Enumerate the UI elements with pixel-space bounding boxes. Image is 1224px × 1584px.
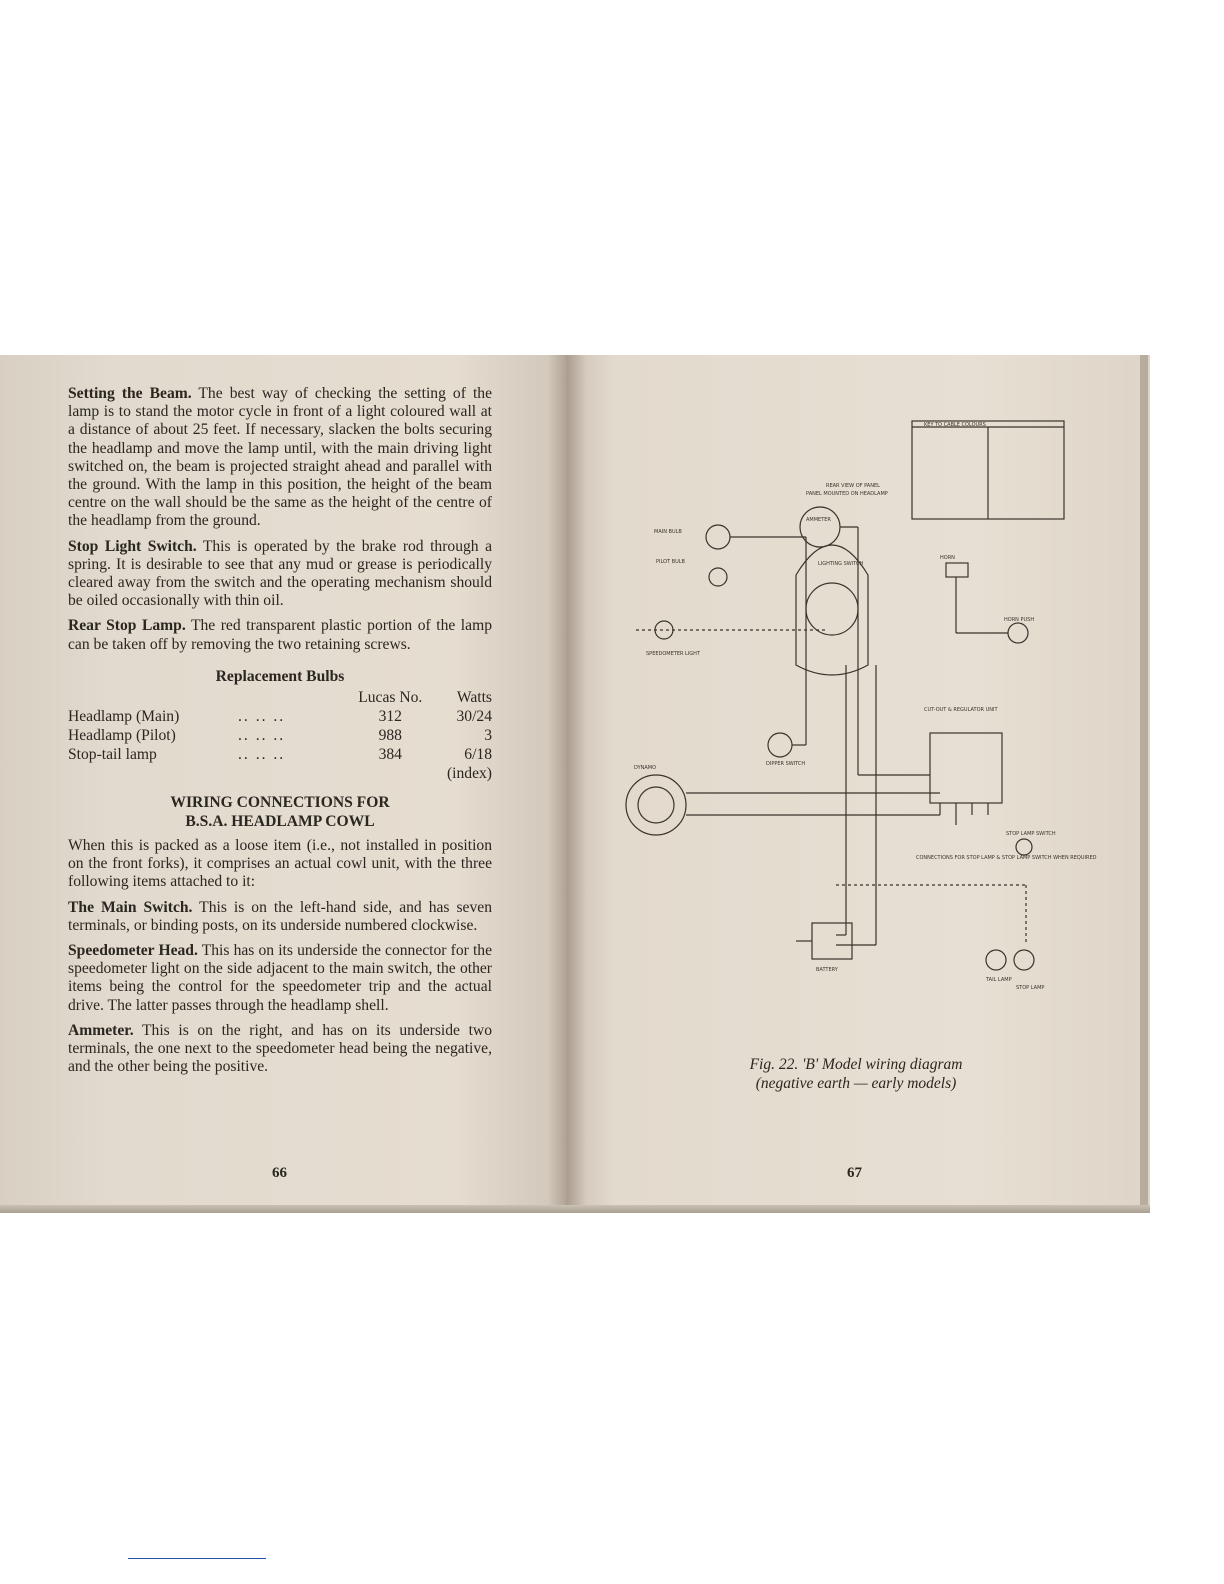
label-stop-switch: STOP LAMP SWITCH — [1006, 831, 1056, 837]
stop-lamp-symbol — [1014, 950, 1034, 970]
col-watts-header: Watts — [456, 689, 492, 707]
paragraph-ammeter: Ammeter. This is on the right, and has on its underside two terminals, the one next to the speedometer head being the negative, and the other being the positive. — [68, 1021, 492, 1076]
label-ammeter: AMMETER — [806, 517, 831, 523]
label-pilot-bulb: PILOT BULB — [656, 559, 685, 565]
paragraph-cowl-intro: When this is packed as a loose item (i.e., not installed in position on the front forks), it comprises an actual cowl unit, with the three following items attached to it: — [68, 837, 492, 891]
label-dipper-switch: DIPPER SWITCH — [766, 761, 806, 767]
regulator-unit-symbol — [930, 733, 1002, 803]
stop-lamp-switch-symbol — [1016, 839, 1032, 855]
label-stop-lamp: STOP LAMP — [1016, 985, 1045, 991]
table-row: Headlamp (Main) .. .. .. 312 30/24 — [68, 708, 492, 726]
label-horn: HORN — [940, 555, 955, 561]
label-tail-lamp: TAIL LAMP — [986, 977, 1012, 983]
right-page — [566, 355, 1150, 1213]
bottom-edge-shadow — [0, 1205, 1150, 1213]
label-main-bulb: MAIN BULB — [654, 529, 682, 535]
speedometer-light-symbol — [655, 621, 673, 639]
horn-symbol — [946, 563, 968, 577]
book-gutter — [548, 355, 586, 1213]
left-page — [0, 355, 566, 1213]
paragraph-rear-stop-lamp: Rear Stop Lamp. The red transparent plastic portion of the lamp can be taken off by removing the two retaining screws. — [68, 617, 492, 653]
page-edge — [1140, 355, 1148, 1213]
tail-lamp-symbol — [986, 950, 1006, 970]
paragraph-setting-beam: Setting the Beam. The best way of checking the setting of the lamp is to stand the motor cycle in front of a light coloured wall at a distance of about 25 feet. If necessary, slacken the bolts securing the headlamp and move the lamp until, with the main driving light switched on, the beam is projected straight ahead and parallel with the ground. With the lamp in this position, the height of the beam centre on the wall should be the same as the height of the centre of the headlamp from the ground. — [68, 385, 493, 530]
label-speedometer-light: SPEEDOMETER LIGHT — [646, 651, 700, 657]
label-cutout: CUT-OUT & REGULATOR UNIT — [924, 707, 998, 713]
paragraph-speedometer-head: Speedometer Head. This has on its underside the connector for the speedometer light on the side adjacent to the main switch, the other items being the control for the speedometer trip and the actual drive. The latter passes through the headlamp shell. — [68, 942, 492, 1014]
wiring-diagram — [606, 415, 1097, 1035]
dipper-switch-symbol — [768, 733, 792, 757]
label-battery: BATTERY — [816, 967, 838, 973]
main-bulb-symbol — [706, 525, 730, 549]
section-title: WIRING CONNECTIONS FOR B.S.A. HEADLAMP COWL — [170, 794, 390, 831]
paragraph-main-switch: The Main Switch. This is on the left-hand side, and has seven terminals, or binding posts, on its underside numbered clockwise. — [68, 898, 492, 934]
table-row: (index) — [446, 765, 492, 783]
left-text-column — [68, 385, 492, 1083]
pilot-bulb-symbol — [709, 568, 727, 586]
lighting-switch-symbol — [806, 583, 858, 635]
dynamo-symbol — [626, 775, 686, 835]
horn-push-symbol — [1008, 623, 1028, 643]
label-connections-note: CONNECTIONS FOR STOP LAMP & STOP LAMP SWITCH WHEN REQUIRED — [916, 855, 1097, 861]
table-row: Stop-tail lamp .. .. .. 384 6/18 — [68, 746, 492, 764]
label-rear-view: REAR VIEW OF PANEL — [826, 483, 880, 489]
bulbs-table — [68, 688, 492, 783]
figure-caption: Fig. 22. 'B' Model wiring diagram (negative earth — early models) — [749, 1056, 963, 1092]
col-lucas-header: Lucas No. — [358, 689, 423, 707]
label-lighting-switch: LIGHTING SWITCH — [818, 561, 864, 567]
label-rear-view-2: PANEL MOUNTED ON HEADLAMP — [806, 491, 888, 497]
label-dynamo: DYNAMO — [634, 765, 657, 771]
table-row: Headlamp (Pilot) .. .. .. 988 3 — [68, 727, 492, 745]
bulbs-header-row — [68, 688, 492, 707]
book-spread — [0, 355, 1150, 1213]
blue-underline-mark — [128, 1558, 266, 1559]
page-number-right: 67 — [847, 1165, 862, 1181]
label-horn-push: HORN PUSH — [1004, 617, 1035, 623]
diagram-key-title: KEY TO CABLE COLOURS — [924, 422, 986, 428]
paragraph-stop-light-switch: Stop Light Switch. This is operated by the brake rod through a spring. It is desirable to see that any mud or grease is periodically cleared away from the switch and the operating mechanism should be oiled occasionally with thin oil. — [68, 537, 492, 610]
page-number-left: 66 — [272, 1165, 287, 1181]
bulbs-table-title: Replacement Bulbs — [215, 667, 345, 685]
